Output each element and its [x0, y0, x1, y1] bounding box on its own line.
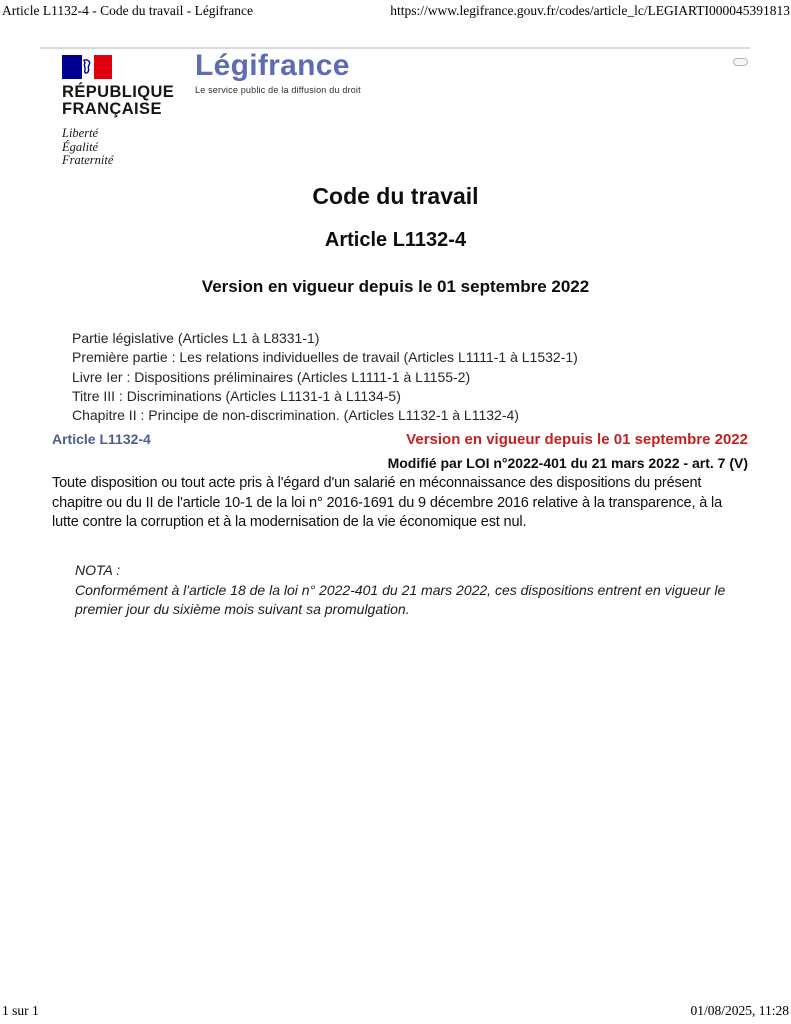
hierarchy-item-chapitre: Chapitre II : Principe de non-discrimination. (Articles L1132-1 à L1132-4) — [72, 407, 519, 424]
nota-label: NOTA : — [75, 562, 121, 578]
print-footer-page-count: 1 sur 1 — [2, 1003, 39, 1018]
republique-text: RÉPUBLIQUE FRANÇAISE — [62, 83, 175, 118]
legifrance-logo — [195, 50, 361, 95]
print-footer-datetime: 01/08/2025, 11:28 — [690, 1003, 789, 1018]
header-divider — [40, 47, 750, 49]
version-title: Version en vigueur depuis le 01 septembre 2022 — [201, 277, 590, 296]
hierarchy-item-titre: Titre III : Discriminations (Articles L1131-1 à L1134-5) — [72, 387, 401, 404]
legifrance-wordmark: Légifrance — [195, 49, 350, 82]
republique-francaise-logo — [62, 55, 202, 168]
hierarchy-item-partie: Partie législative (Articles L1 à L8331-1) — [72, 330, 320, 346]
article-body: Toute disposition ou tout acte pris à l'égard d'un salarié en méconnaissance des dispositions du présent chapitre ou du II de l'article 10-1 de la loi n° 2016-1691 du 9 décembre 2016 relative à la transparence, à la lutte contre la corruption et à la modernisation de la vie économique est nul. — [52, 475, 722, 530]
nota-body: Conformément à l'article 18 de la loi n° 2022-401 du 21 mars 2022, ces dispositions entrent en vigueur le premier jour du sixième mois suivant sa promulgation. — [75, 581, 726, 617]
menu-pill-button[interactable] — [733, 58, 748, 66]
marianne-profile-icon — [82, 58, 94, 76]
article-number-title: Article L1132-4 — [324, 229, 467, 251]
article-status: Version en vigueur depuis le 01 septembre 2022 — [406, 431, 748, 448]
article-modified-by: Modifié par LOI n°2022-401 du 21 mars 2022 - art. 7 (V) — [387, 455, 748, 471]
nota-block — [75, 561, 737, 620]
print-header-url: https://www.legifrance.gouv.fr/codes/article_lc/LEGIARTI000045391813 — [390, 3, 790, 18]
motto-text: Liberté Égalité Fraternité — [62, 126, 114, 167]
print-header-title: Article L1132-4 - Code du travail - Légifrance — [2, 3, 254, 18]
hierarchy-item-premiere-partie: Première partie : Les relations individuelles de travail (Articles L1111-1 à L1532-1) — [72, 349, 578, 366]
code-hierarchy — [72, 329, 578, 425]
legifrance-tagline: Le service public de la diffusion du droit — [195, 85, 361, 95]
code-title: Code du travail — [312, 183, 479, 209]
hierarchy-item-livre: Livre Ier : Dispositions préliminaires (Articles L1111-1 à L1155-2) — [72, 368, 471, 385]
article-header — [52, 431, 748, 471]
french-flag-icon — [62, 55, 112, 79]
article-label: Article L1132-4 — [52, 431, 151, 447]
